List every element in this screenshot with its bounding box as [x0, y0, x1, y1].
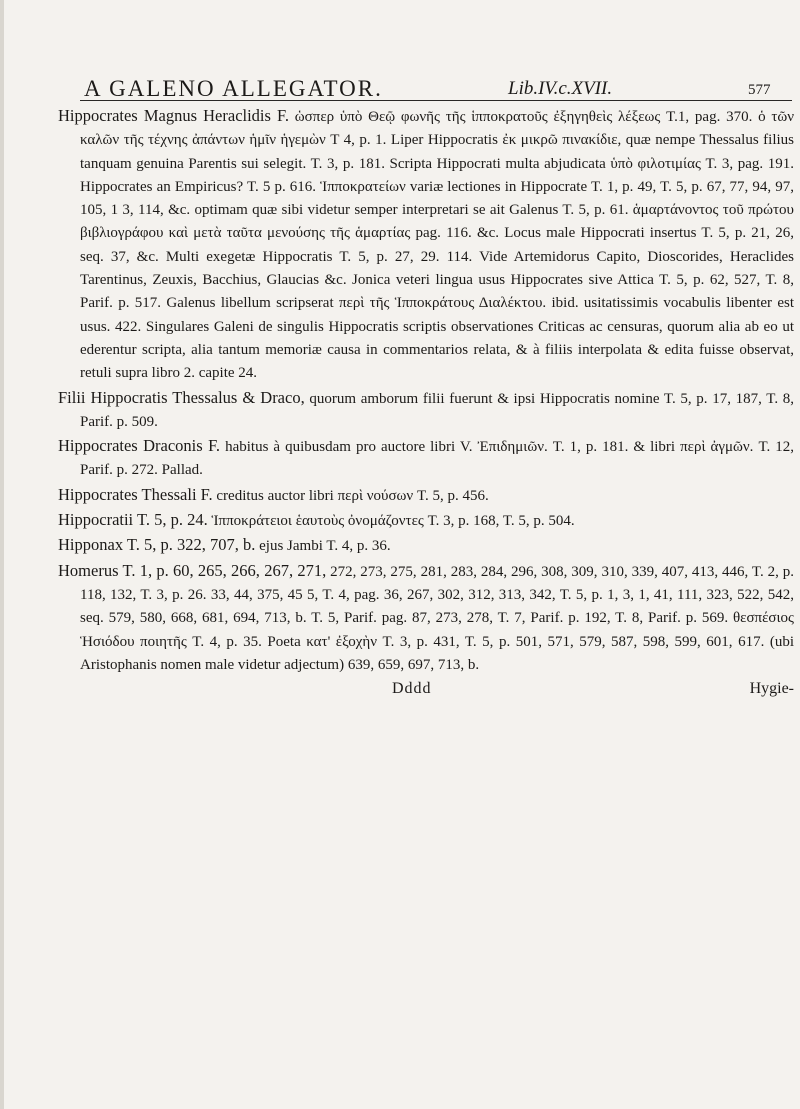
running-head-title: A GALENO ALLEGATOR.	[84, 76, 383, 101]
signature-mark: Dddd	[392, 680, 432, 698]
entry-text: Ἱπποκράτειοι ἑαυτοὺς ὀνομάζοντες T. 3, p. 168, T. 5, p. 504.	[207, 513, 575, 530]
entry-text: 272, 273, 275, 281, 283, 284, 296, 308, 309, 310, 339, 407, 413, 446, T. 2, p. 118, 132, T. 3, p. 26. 33, 44, 375, 45 5, T. 4, pag. 36, 267, 302, 312, 313, 342, T. 5, p. 1, 3, 1, 41, 111, 323, 522, 542, seq. 579, 580, 668, 681, 694, 713, b. T. 5, Parif. pag. 87, 273, 278, T. 7, Parif. p. 192, T. 8, Parif. p. 569. θεσπέσιος Ἡσιόδου ποιητῆς T. 4, p. 35. Poeta κατ' ἐξοχὴν T. 3, p. 431, T. 5, p. 501, 571, 579, 587, 598, 599, 601, 617. (ubi Aristophanis nomen male videtur adjectum) 639, 659, 697, 713, b.	[80, 563, 794, 673]
running-head-section: Lib.IV.c.XVII.	[508, 78, 613, 99]
entry-lemma: Hippocratii T. 5, p. 24.	[58, 510, 208, 530]
entry-lemma: Hippocrates Magnus Heraclidis F.	[58, 106, 290, 125]
entry-text: ejus Jambi T. 4, p. 36.	[255, 538, 391, 555]
entry-lemma: Filii Hippocratis Thessalus & Draco,	[58, 387, 305, 407]
entry-lemma: Homerus T. 1, p. 60, 265, 266, 267, 271,	[58, 560, 327, 580]
header-rule	[80, 100, 792, 101]
page-footer	[58, 677, 794, 700]
index-body	[58, 104, 794, 1094]
page-number: 577	[748, 82, 771, 98]
index-entry-hippocrates-thessali	[58, 483, 794, 508]
index-entry-hipponax	[58, 533, 794, 558]
entry-text: habitus à quibusdam pro auctore libri V. Ἐπιδημιῶν. T. 1, p. 181. & libri περὶ ἀγμῶν. T. 12, Parif. p. 272. Pallad.	[80, 439, 794, 479]
index-entry-filii-hippocratis	[58, 386, 794, 435]
entry-lemma: Hipponax T. 5, p. 322, 707, b.	[58, 535, 256, 555]
entry-text: ὡσπερ ὑπὸ Θεῷ φωνῆς τῆς ἱπποκρατοῦς ἐξηγηθεὶς λέξεως T.1, pag. 370. ὁ τῶν καλῶν τῆς τέχνης ἀπάντων ἡμῖν ἡγεμὼν T 4, p. 1. Liper Hippocratis ἐκ μικρῶ πινακίδιε, quæ nempe Thessalus filius tanquam genuina Parentis sui selegit. T. 3, p. 181. Scripta Hippocrati multa abjudicata ὑπὸ φιλοτιμίας T. 3, pag. 191. Hippocrates an Empiricus? T. 5 p. 616. Ἱπποκρατείων variæ lectiones in Hippocrate T. 1, p. 49, T. 5, p. 67, 77, 94, 97, 105, 1 3, 114, &c. optimam quæ sibi videtur semper interpretari se ait Galenus T. 5, p. 61. ἁμαρτάνοντος τοῦ πρώτου βιβλιογράφου καὶ μετὰ ταῦτα μενούσης τῆς ἁμαρτίας pag. 116. &c. Locus male Hippocrati insertus T. 5, p. 21, 26, seq. 37, &c. Multi exegetæ Hippocratis T. 5, p. 27, 29. 114. Vide Artemidorus Capito, Dioscorides, Heraclides Tarentinus, Zeuxis, Bacchius, Glaucias &c. Jonica veteri lingua usus Hippocrates sive Attica T. 5, p. 62, 527, T. 8, Parif. p. 517. Galenus libellum scripserat περὶ τῆς Ἱπποκράτους Διαλέκτου. ibid. usitatissimis vocabulis libenter est usus. 422. Singulares Galeni de singulis Hippocratis scriptis observationes Criticas ac censuras, quorum alia ab eo ut ederentur scripta, alia tantum memoriæ causa in commentarios relata, & à filiis interpolata & edita fuisse observat, retuli supra libro 2. capite 24.	[80, 109, 794, 382]
index-entry-homerus	[58, 559, 794, 677]
page-edge-shadow	[0, 0, 4, 1109]
entry-text: quorum amborum filii fuerunt & ipsi Hippocratis nomine T. 5, p. 17, 187, T. 8, Parif. p. 509.	[80, 390, 794, 430]
entry-lemma: Hippocrates Thessali F.	[58, 484, 213, 504]
index-entry-hippocrates-draconis	[58, 434, 794, 483]
catchword: Hygie-	[749, 680, 794, 698]
entry-text: creditus auctor libri περὶ νούσων T. 5, p. 456.	[212, 487, 489, 504]
entry-lemma: Hippocrates Draconis F.	[58, 436, 221, 456]
index-entry-hippocrates-magnus	[58, 104, 794, 386]
index-entry-hippocratii	[58, 508, 794, 533]
